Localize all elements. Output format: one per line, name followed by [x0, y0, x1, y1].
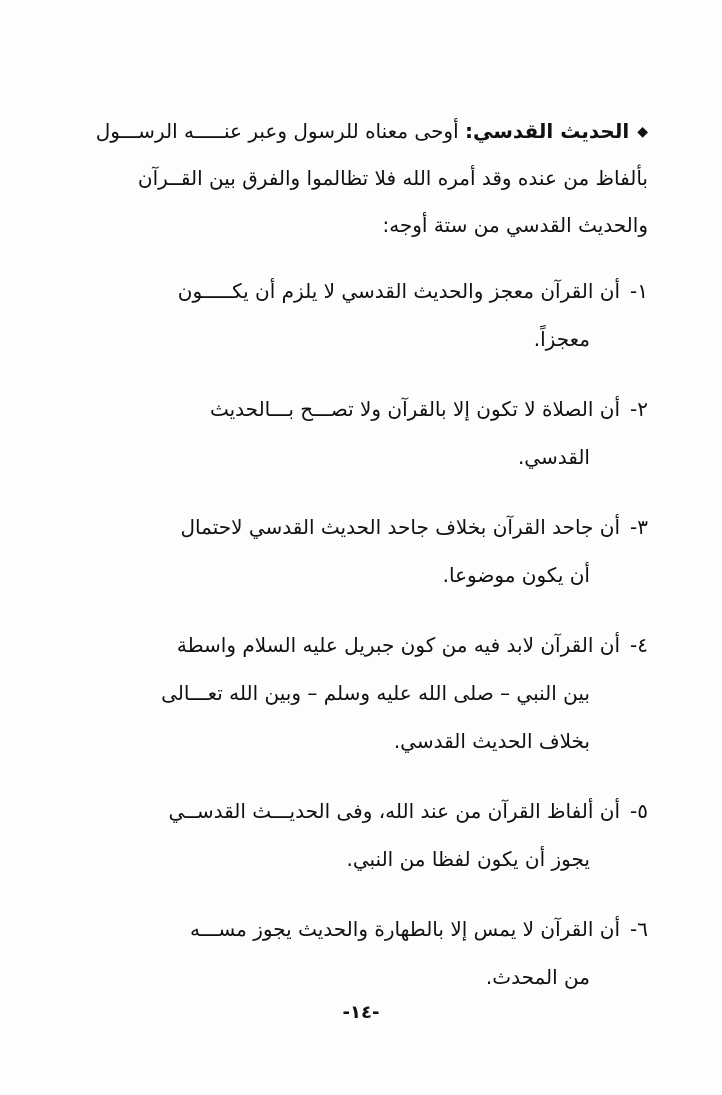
list-item-line: من المحدث. — [485, 965, 590, 989]
list-item-5 — [96, 787, 648, 883]
list-item-line: بخلاف الحديث القدسي. — [393, 729, 590, 753]
intro-line-2: بألفاظ من عنده وقد أمره الله فلا تظالموا والفرق بين القــرآن — [137, 166, 648, 190]
item-number: ٢- — [630, 397, 648, 421]
item-text: أن جاحد القرآن بخلاف جاحد الحديث القدسي لاحتمال — [180, 515, 621, 539]
list-item-line: أن يكون موضوعا. — [442, 563, 590, 587]
page-number: -١٤- — [342, 1002, 380, 1023]
item-number: ١- — [630, 279, 648, 303]
item-number: ٤- — [630, 633, 648, 657]
intro-line-3: والحديث القدسي من ستة أوجه: — [382, 213, 648, 237]
list-item-line: معجزاً. — [533, 327, 590, 351]
list-item-6 — [96, 905, 648, 1001]
page-content — [96, 108, 648, 1023]
list-item-line: يجوز أن يكون لفظا من النبي. — [346, 847, 590, 871]
item-text: أن الصلاة لا تكون إلا بالقرآن ولا تصـــح بـــالحديث — [209, 397, 621, 421]
item-text: أن القرآن لا يمس إلا بالطهارة والحديث يجوز مســـه — [190, 917, 621, 941]
list-item-line — [96, 267, 648, 315]
item-text: أن القرآن معجز والحديث القدسي لا يلزم أن يكـــــون — [177, 279, 621, 303]
list-item-line — [96, 905, 648, 953]
list-item-1 — [96, 267, 648, 363]
item-text: أن ألفاظ القرآن من عند الله، وفى الحديـــث القدســي — [168, 799, 621, 823]
list-item-2 — [96, 385, 648, 481]
intro-paragraph — [96, 108, 648, 249]
list-item-line — [96, 503, 648, 551]
list-item-line — [96, 621, 648, 669]
list-item-line: القدسي. — [517, 445, 590, 469]
list-item-line: بين النبي – صلى الله عليه وسلم – وبين الله تعـــالى — [161, 681, 590, 705]
intro-line-1 — [96, 108, 648, 155]
term-heading: الحديث القدسي: — [465, 119, 630, 143]
list-item-line — [96, 787, 648, 835]
list-item-3 — [96, 503, 648, 599]
item-text: أن القرآن لابد فيه من كون جبريل عليه السلام واسطة — [176, 633, 621, 657]
list-item-4 — [96, 621, 648, 765]
item-number: ٣- — [630, 515, 648, 539]
diamond-bullet-icon: ◆ — [637, 124, 648, 140]
list-item-line — [96, 385, 648, 433]
item-number: ٥- — [630, 799, 648, 823]
intro-text: أوحى معناه للرسول وعبر عنـــــه الرســـول — [95, 119, 466, 143]
item-number: ٦- — [630, 917, 648, 941]
